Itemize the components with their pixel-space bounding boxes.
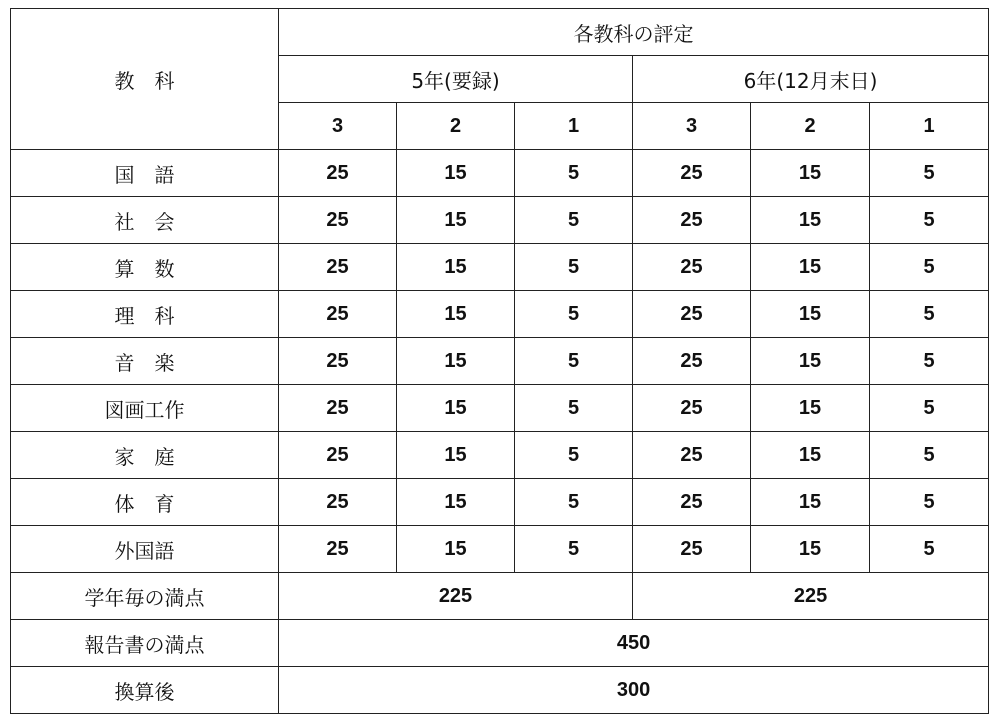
grade5-total: 225 [279,573,633,620]
table-row [11,197,989,244]
grade6-score: 5 [870,244,989,291]
grade6-score: 5 [870,526,989,573]
grade5-column-2: 2 [397,103,515,150]
grade6-column-3: 3 [633,103,751,150]
grade5-score: 25 [279,385,397,432]
grade5-score: 5 [515,244,633,291]
grade6-score: 15 [751,244,870,291]
grade6-score: 25 [633,244,751,291]
grade5-score: 15 [397,197,515,244]
grade6-total: 225 [633,573,989,620]
subject-name: 音 楽 [11,338,279,385]
table-row [11,150,989,197]
grade6-score: 25 [633,338,751,385]
grade6-score: 25 [633,291,751,338]
grade5-score: 5 [515,150,633,197]
grade5-column-3: 3 [279,103,397,150]
table-row [11,338,989,385]
per-grade-total-label: 学年毎の満点 [11,573,279,620]
grade6-score: 15 [751,197,870,244]
subject-name: 家 庭 [11,432,279,479]
grade6-score: 15 [751,150,870,197]
grade6-score: 5 [870,479,989,526]
grade5-score: 15 [397,244,515,291]
converted-total-row [11,667,989,714]
subject-name: 社 会 [11,197,279,244]
report-total-label: 報告書の満点 [11,620,279,667]
grade5-score: 25 [279,150,397,197]
grade5-header: 5年(要録) [279,56,633,103]
grade5-score: 5 [515,338,633,385]
grade6-header: 6年(12月末日) [633,56,989,103]
subject-name: 国 語 [11,150,279,197]
table-row [11,526,989,573]
table-row [11,291,989,338]
grade5-score: 5 [515,526,633,573]
grade6-score: 5 [870,291,989,338]
grade5-score: 15 [397,291,515,338]
table-row [11,479,989,526]
header-row-1 [11,9,989,56]
grade5-score: 5 [515,432,633,479]
grade6-score: 5 [870,432,989,479]
table-row [11,385,989,432]
grade5-score: 25 [279,338,397,385]
grade5-score: 5 [515,479,633,526]
grade5-score: 5 [515,385,633,432]
grade5-score: 15 [397,385,515,432]
grade5-column-1: 1 [515,103,633,150]
grade6-score: 15 [751,432,870,479]
grade6-score: 25 [633,432,751,479]
report-total-row [11,620,989,667]
per-grade-total-row [11,573,989,620]
grade6-score: 5 [870,197,989,244]
grade5-score: 25 [279,526,397,573]
table-row [11,244,989,291]
grade6-score: 5 [870,385,989,432]
grade5-score: 25 [279,479,397,526]
grade5-score: 25 [279,244,397,291]
grade5-score: 15 [397,432,515,479]
grade6-score: 25 [633,479,751,526]
grade6-score: 25 [633,385,751,432]
subject-name: 外国語 [11,526,279,573]
subject-name: 理 科 [11,291,279,338]
grade6-score: 15 [751,385,870,432]
grade5-score: 25 [279,291,397,338]
grade6-column-2: 2 [751,103,870,150]
subject-header: 教 科 [11,9,279,150]
subject-name: 体 育 [11,479,279,526]
grade-evaluation-table [10,8,989,714]
grade5-score: 5 [515,291,633,338]
grade6-score: 25 [633,197,751,244]
grade5-score: 15 [397,150,515,197]
subject-name: 算 数 [11,244,279,291]
grade6-score: 15 [751,291,870,338]
grade6-column-1: 1 [870,103,989,150]
grade5-score: 15 [397,526,515,573]
evaluation-header: 各教科の評定 [279,9,989,56]
grade5-score: 15 [397,338,515,385]
grade6-score: 5 [870,150,989,197]
grade5-score: 5 [515,197,633,244]
report-total-value: 450 [279,620,989,667]
grade6-score: 15 [751,479,870,526]
grade6-score: 15 [751,338,870,385]
grade6-score: 5 [870,338,989,385]
grade6-score: 25 [633,150,751,197]
grade5-score: 25 [279,432,397,479]
table-row [11,432,989,479]
grade5-score: 25 [279,197,397,244]
subject-name: 図画工作 [11,385,279,432]
grade6-score: 15 [751,526,870,573]
grade5-score: 15 [397,479,515,526]
converted-total-label: 換算後 [11,667,279,714]
grade6-score: 25 [633,526,751,573]
converted-total-value: 300 [279,667,989,714]
